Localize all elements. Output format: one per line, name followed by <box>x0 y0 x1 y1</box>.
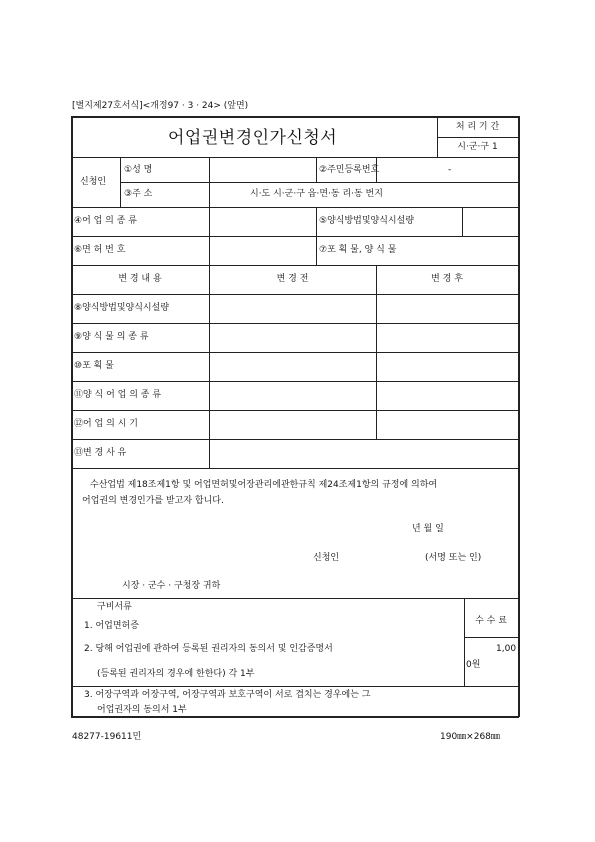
license-number-label: ⑥면 허 번 호 <box>74 245 126 255</box>
name-label: ①성 명 <box>124 165 153 175</box>
processing-period-value: 시·군·구 1 <box>457 142 498 152</box>
statement-line-1: 수산업법 제18조제1항 및 어업면허및어장관리에관한규칙 제24조제1항의 규정에 의하여 <box>90 480 438 490</box>
required-doc-1: 1. 어업면허증 <box>84 621 139 631</box>
culture-method-label: ⑤양식방법및양식시설량 <box>319 216 415 226</box>
form-code: 48277-19611민 <box>72 732 142 742</box>
change-row-label: ⑫어 업 의 시 기 <box>74 419 138 429</box>
fishery-type-label: ④어 업 의 종 류 <box>74 216 137 226</box>
signature-note: (서명 또는 인) <box>425 553 482 563</box>
resident-id-dash: - <box>448 165 452 175</box>
after-change-header: 변 경 후 <box>431 274 463 284</box>
change-row-label: ⑩포 획 물 <box>74 361 114 371</box>
required-doc-3: 3. 어장구역과 어장구역, 어장구역과 보호구역이 서로 겹치는 경우에는 그 <box>84 690 371 700</box>
required-doc-2-note: (등록된 권리자의 경우에 한한다) 각 1부 <box>97 669 255 679</box>
form-reference: [별지제27호서식]<개정97 · 3 · 24> (앞면) <box>72 101 249 111</box>
frame-bottom <box>71 716 519 718</box>
date-line: 년 월 일 <box>412 524 444 534</box>
fee-value-cont: 0원 <box>466 660 481 670</box>
resident-id-label: ②주민등록번호 <box>319 165 380 175</box>
change-reason-label: ⑬변 경 사 유 <box>74 448 127 458</box>
required-doc-3-cont: 어업권자의 동의서 1부 <box>97 705 187 715</box>
frame-top <box>71 116 519 118</box>
address-label: ③주 소 <box>124 189 153 199</box>
form-title: 어업권변경인가신청서 <box>168 128 338 148</box>
before-change-header: 변 경 전 <box>276 274 309 284</box>
recipient: 시장 · 군수 · 구청장 귀하 <box>122 581 221 591</box>
required-doc-2: 2. 당해 어업권에 관하여 등록된 권리자의 동의서 및 인감증명서 <box>84 644 333 654</box>
change-content-header: 변 경 내 용 <box>118 274 162 284</box>
fee-header: 수 수 료 <box>475 616 507 626</box>
change-row-label: ⑪양 식 어 업 의 종 류 <box>74 390 162 400</box>
address-value: 시·도 시·군·구 읍·면·동 리·동 번지 <box>250 189 383 199</box>
fee-value: 1,00 <box>496 644 517 654</box>
paper-size: 190㎜×268㎜ <box>440 732 500 742</box>
applicant-signature-label: 신청인 <box>313 553 340 563</box>
applicant-label: 신청인 <box>80 177 107 187</box>
required-docs-header: 구비서류 <box>97 602 132 612</box>
change-row-label: ⑧양식방법및양식시설량 <box>74 303 170 313</box>
processing-period-header: 처 리 기 간 <box>455 122 500 132</box>
catch-species-label: ⑦포 획 물, 양 식 물 <box>319 245 397 255</box>
statement-line-2: 어업권의 변경인가를 받고자 합니다. <box>82 496 224 506</box>
change-row-label: ⑨양 식 물 의 종 류 <box>74 332 149 342</box>
